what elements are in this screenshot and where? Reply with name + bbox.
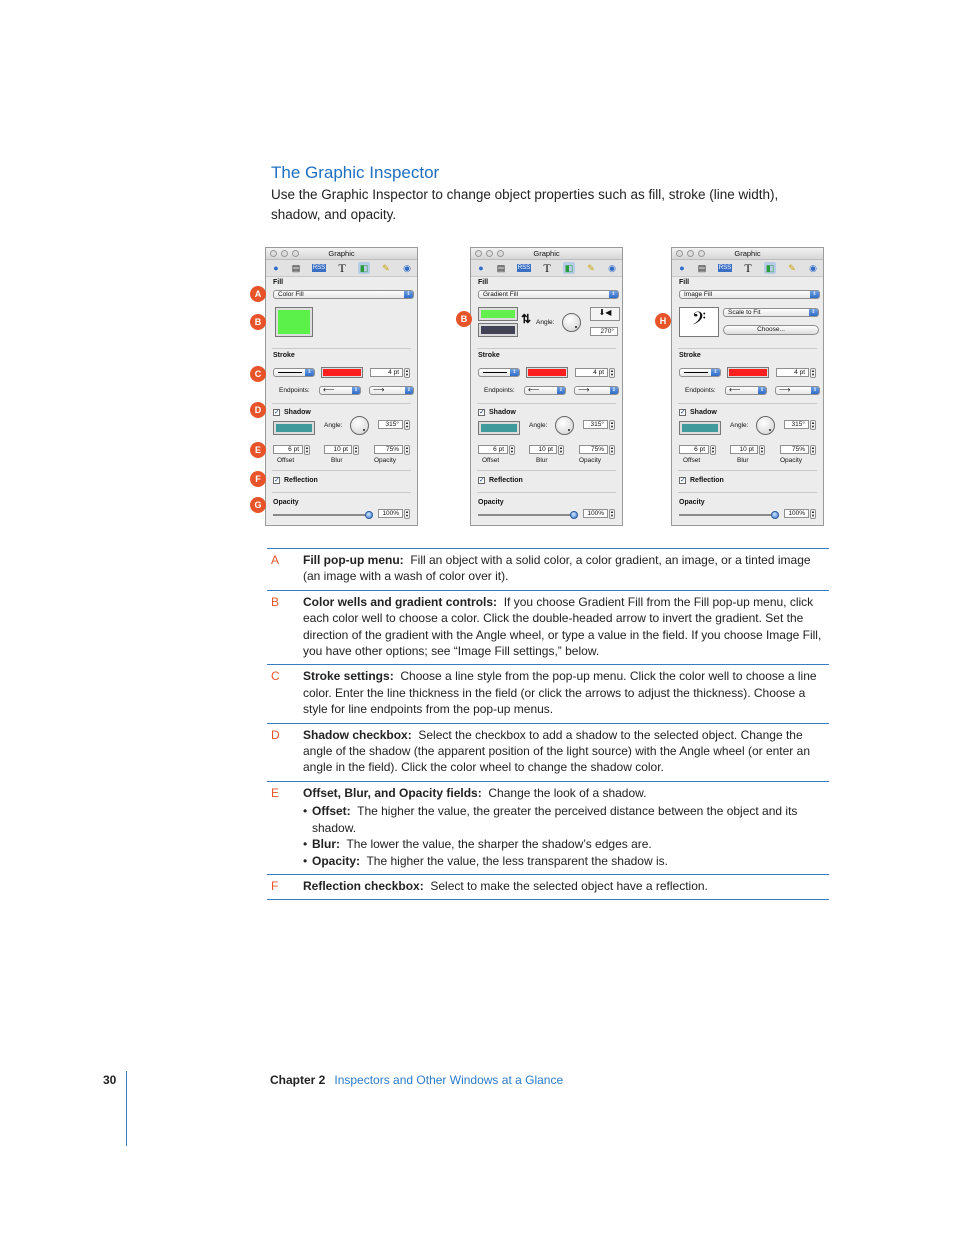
popup-arrows-icon: ⇕ [611,387,617,393]
callout-g: G [250,497,266,513]
shadow-opacity-label: Opacity [374,457,397,464]
table-row [267,724,829,782]
opacity-label: Opacity [273,499,299,506]
fill-label: Fill [273,279,284,286]
row-text: Select to make the selected object have a reflection. [430,878,708,893]
shadow-blur-stepper[interactable]: ▲ ▼ [559,445,563,454]
shadow-angle-label: Angle: [730,422,749,429]
row-text: Select the checkbox to add a shadow to the selected object. Change the angle of the shadow (the apparent position of the light source) with the Angle wheel (or enter an angle in the field). Click the color wheel to change the shadow color. [303,727,810,775]
start-endpoint-popup[interactable] [319,386,361,395]
opacity-slider-knob[interactable] [365,511,373,519]
callout-e: E [250,442,266,458]
shadow-color-swatch [276,424,312,432]
stroke-color-well[interactable] [321,367,363,378]
divider [678,470,817,471]
popup-arrows-icon: ⇕ [759,387,765,393]
shadow-color-well[interactable] [478,421,520,435]
shadow-opacity-stepper[interactable]: ▲ ▼ [610,445,614,454]
fill-type-value: Image Fill [684,291,713,298]
shadow-opacity-field[interactable]: 75% [374,445,403,454]
divider [477,403,616,404]
bullet-text: The higher the value, the less transparent the shadow is. [366,853,668,868]
end-endpoint-popup[interactable] [574,386,619,395]
graphic-inspector-color-fill [265,247,418,526]
endpoints-label: Endpoints: [685,387,716,394]
bass-clef-image-icon: 𝄢 [691,309,707,334]
titlebar [471,248,622,260]
invert-gradient-arrow-icon[interactable]: ⇅ [521,312,532,326]
row-text: Change the look of a shadow. [488,785,647,800]
stroke-width-stepper[interactable]: ▲ ▼ [811,368,815,377]
stroke-width-stepper[interactable]: ▲ ▼ [610,368,614,377]
bullet-term: Offset: [312,804,351,819]
callout-c: C [250,366,266,382]
right-arrow-endpoint-icon: ⟶ [779,385,791,394]
row-key: F [271,878,279,893]
line-style-popup[interactable] [273,368,315,377]
opacity-label: Opacity [478,499,504,506]
running-footer [270,1073,563,1087]
stroke-width-field[interactable]: 4 pt [370,368,403,377]
fill-label: Fill [478,279,489,286]
shadow-angle-wheel[interactable] [756,416,775,435]
offset-label: Offset [482,457,500,464]
gradient-color-2-swatch [481,326,515,334]
shadow-offset-field[interactable]: 6 pt [478,445,508,454]
table-row [267,875,829,900]
callout-b-gradient: B [456,311,472,327]
divider [678,492,817,493]
opacity-stepper[interactable]: ▲ ▼ [811,509,815,518]
popup-arrows-icon: ⇕ [809,309,818,316]
stroke-color-swatch [729,369,767,376]
popup-arrows-icon: ⇕ [305,369,314,376]
shadow-checkbox[interactable]: ✓ [479,409,485,416]
endpoints-label: Endpoints: [279,387,310,394]
popup-arrows-icon: ⇕ [510,369,519,376]
row-term: Shadow checkbox: [303,727,412,742]
metrics-inspector-icon[interactable]: ✎ [788,263,796,273]
left-arrow-endpoint-icon: ⟵ [729,385,741,394]
callout-f: F [250,471,266,487]
row-term: Color wells and gradient controls: [303,594,498,609]
shadow-blur-field[interactable]: 10 pt [730,445,758,454]
gradient-color-well-1[interactable] [478,307,518,321]
callout-h: H [655,313,671,329]
divider [272,492,411,493]
popup-arrows-icon: ⇕ [404,291,413,298]
divider [477,470,616,471]
row-key: A [271,553,280,567]
stroke-width-field[interactable]: 4 pt [776,368,809,377]
chapter-label: Chapter 2 [270,1073,326,1087]
row-key: D [271,727,280,742]
divider [272,403,411,404]
stroke-label: Stroke [478,352,500,359]
opacity-label: Opacity [679,499,705,506]
text-inspector-icon[interactable]: T [744,261,752,275]
reflection-checkbox[interactable]: ✓ [274,477,280,484]
bullet-text: The lower the value, the sharper the shadow’s edges are. [346,837,652,852]
divider [272,348,411,349]
popup-arrows-icon: ⇕ [406,387,412,393]
shadow-angle-stepper[interactable]: ▲ ▼ [811,420,815,429]
shadow-offset-stepper[interactable]: ▲ ▼ [305,445,309,454]
metrics-inspector-icon[interactable]: ✎ [587,263,595,273]
shadow-angle-field[interactable]: 315° [378,420,403,429]
layout-inspector-icon[interactable]: ▤ [697,263,707,273]
shadow-angle-wheel[interactable] [350,416,369,435]
callout-d: D [250,402,266,418]
row-term: Reflection checkbox: [303,878,424,893]
shadow-angle-wheel[interactable] [555,416,574,435]
shadow-offset-stepper[interactable]: ▲ ▼ [510,445,514,454]
shadow-opacity-stepper[interactable]: ▲ ▼ [405,445,409,454]
table-row [267,665,829,723]
reflection-label: Reflection [690,477,724,484]
opacity-slider-track[interactable] [478,514,574,516]
list-item [303,836,829,852]
image-fill-well[interactable] [679,307,719,337]
opacity-slider-track[interactable] [273,514,369,516]
bullet-term: Blur: [312,837,340,852]
callout-b: B [250,314,266,330]
section-title: The Graphic Inspector [271,163,440,182]
titlebar [672,248,823,260]
gradient-angle-wheel[interactable] [562,313,581,332]
image-scale-value: Scale to Fit [728,309,761,316]
offset-label: Offset [683,457,701,464]
fill-label: Fill [679,279,690,286]
bullet-list [303,803,829,869]
document-inspector-icon[interactable]: ● [273,263,279,273]
row-term: Offset, Blur, and Opacity fields: [303,785,482,800]
reflection-label: Reflection [284,477,318,484]
endpoints-label: Endpoints: [484,387,515,394]
text-inspector-icon[interactable]: T [338,261,346,275]
list-item [303,853,829,869]
list-item [303,803,829,836]
opacity-slider-knob[interactable] [570,511,578,519]
stroke-color-well[interactable] [526,367,568,378]
shadow-angle-label: Angle: [529,422,548,429]
shadow-checkbox[interactable]: ✓ [680,409,686,416]
stroke-width-stepper[interactable]: ▲ ▼ [405,368,409,377]
bullet-text: The higher the value, the greater the perceived distance between the object and its shadow. [312,804,798,835]
shadow-angle-field[interactable]: 315° [784,420,809,429]
shadow-offset-field[interactable]: 6 pt [273,445,303,454]
start-endpoint-popup[interactable] [725,386,767,395]
layout-inspector-icon[interactable]: ▤ [496,263,506,273]
graphic-inspector-image-fill [671,247,824,526]
popup-arrows-icon: ⇕ [711,369,720,376]
graphic-inspector-icon[interactable]: ◧ [564,263,574,273]
right-arrow-endpoint-icon: ⟶ [373,385,385,394]
fill-type-value: Color Fill [278,291,304,298]
fill-popup[interactable] [273,290,414,299]
bullet-term: Opacity: [312,853,361,868]
window-title: Graphic [734,249,761,258]
shadow-angle-field[interactable]: 315° [583,420,608,429]
shadow-checkbox[interactable]: ✓ [274,409,280,416]
rss-inspector-icon[interactable]: RSS [312,265,326,271]
line-style-preview [483,372,507,373]
choose-image-button[interactable]: Choose... [723,325,819,335]
shadow-opacity-stepper[interactable]: ▲ ▼ [811,445,815,454]
row-term: Fill pop-up menu: [303,553,404,567]
gradient-angle-label: Angle: [536,319,555,326]
link-inspector-icon[interactable]: ◉ [403,263,411,273]
row-term: Stroke settings: [303,669,394,684]
metrics-inspector-icon[interactable]: ✎ [382,263,390,273]
reflection-checkbox[interactable]: ✓ [680,477,686,484]
down-arrow-icon[interactable]: ⬇ [598,308,606,317]
opacity-slider-knob[interactable] [771,511,779,519]
gradient-color-1-swatch [481,310,515,318]
blur-label: Blur [737,457,749,464]
shadow-angle-stepper[interactable]: ▲ ▼ [405,420,409,429]
stroke-width-field[interactable]: 4 pt [575,368,608,377]
right-arrow-endpoint-icon: ⟶ [578,385,590,394]
text-inspector-icon[interactable]: T [543,261,551,275]
shadow-blur-stepper[interactable]: ▲ ▼ [760,445,764,454]
window-title: Graphic [328,249,355,258]
inspector-toolbar [672,260,823,277]
shadow-blur-field[interactable]: 10 pt [324,445,352,454]
gradient-angle-field[interactable]: 270° [590,327,618,336]
popup-arrows-icon: ⇕ [609,291,618,298]
reflection-checkbox[interactable]: ✓ [479,477,485,484]
inspector-toolbar [471,260,622,277]
page-number: 30 [103,1073,117,1087]
opacity-stepper[interactable]: ▲ ▼ [610,509,614,518]
stroke-color-well[interactable] [727,367,769,378]
divider [477,492,616,493]
callout-a: A [250,286,266,302]
shadow-opacity-field[interactable]: 75% [780,445,809,454]
popup-arrows-icon: ⇕ [353,387,359,393]
opacity-slider-track[interactable] [679,514,775,516]
layout-inspector-icon[interactable]: ▤ [291,263,301,273]
opacity-field[interactable]: 100% [583,509,608,518]
link-inspector-icon[interactable]: ◉ [809,263,817,273]
link-inspector-icon[interactable]: ◉ [608,263,616,273]
end-endpoint-popup[interactable] [775,386,820,395]
fill-type-value: Gradient Fill [483,291,519,298]
stroke-label: Stroke [679,352,701,359]
shadow-label: Shadow [690,409,717,416]
left-arrow-icon[interactable]: ◀ [605,308,612,317]
shadow-blur-field[interactable]: 10 pt [529,445,557,454]
row-text: Choose a line style from the pop-up menu. Click the color well to choose a line color. Enter the line thickness in the field (or click the arrows to adjust the thickness). Choose a style for line endpoints from the pop-up menus. [303,669,817,717]
graphic-inspector-icon[interactable]: ◧ [765,263,775,273]
shadow-color-swatch [682,424,718,432]
gradient-direction-buttons[interactable] [590,307,620,321]
gradient-color-well-2[interactable] [478,323,518,337]
document-inspector-icon[interactable]: ● [679,263,685,273]
table-row [267,782,829,875]
line-style-popup[interactable] [478,368,520,377]
footer-rule [126,1071,127,1146]
chapter-title: Inspectors and Other Windows at a Glance [334,1073,564,1087]
shadow-label: Shadow [284,409,311,416]
document-inspector-icon[interactable]: ● [478,263,484,273]
line-style-preview [278,372,302,373]
stroke-color-swatch [528,369,566,376]
divider [477,348,616,349]
row-key: E [271,785,280,800]
divider [678,348,817,349]
row-text: Fill an object with a solid color, a color gradient, an image, or a tinted image (an image with a wash of color over it). [303,553,811,584]
intro-paragraph: Use the Graphic Inspector to change object properties such as fill, stroke (line width), shadow, and opacity. [271,187,779,222]
left-arrow-endpoint-icon: ⟵ [323,385,335,394]
rss-inspector-icon[interactable]: RSS [718,265,732,271]
divider [678,403,817,404]
end-endpoint-popup[interactable] [369,386,414,395]
blur-label: Blur [536,457,548,464]
shadow-opacity-label: Opacity [780,457,803,464]
divider [272,470,411,471]
shadow-blur-stepper[interactable]: ▲ ▼ [354,445,358,454]
opacity-stepper[interactable]: ▲ ▼ [405,509,409,518]
rss-inspector-icon[interactable]: RSS [517,265,531,271]
popup-arrows-icon: ⇕ [810,291,819,298]
fill-popup[interactable] [679,290,820,299]
fill-color-well[interactable] [275,307,313,337]
shadow-color-well[interactable] [273,421,315,435]
fill-popup[interactable] [478,290,619,299]
image-scale-popup[interactable] [723,308,819,317]
shadow-opacity-label: Opacity [579,457,602,464]
window-title: Graphic [533,249,560,258]
offset-label: Offset [277,457,295,464]
shadow-color-swatch [481,424,517,432]
line-style-preview [684,372,708,373]
graphic-inspector-gradient-fill [470,247,623,526]
popup-arrows-icon: ⇕ [558,387,564,393]
shadow-label: Shadow [489,409,516,416]
row-text: If you choose Gradient Fill from the Fill pop-up menu, click each color well to choose a color. Click the double-headed arrow to invert the gradient. Set the direction of the gradient with the Angle wheel, or type a value in the field. If you choose Image Fill, you have other options; see “Image Fill settings,” below. [303,594,822,659]
shadow-angle-label: Angle: [324,422,343,429]
left-arrow-endpoint-icon: ⟵ [528,385,540,394]
reflection-label: Reflection [489,477,523,484]
opacity-field[interactable]: 100% [784,509,809,518]
blur-label: Blur [331,457,343,464]
opacity-field[interactable]: 100% [378,509,403,518]
popup-arrows-icon: ⇕ [812,387,818,393]
table-row [267,549,829,591]
fill-color-swatch [278,310,310,334]
shadow-offset-stepper[interactable]: ▲ ▼ [711,445,715,454]
start-endpoint-popup[interactable] [524,386,566,395]
stroke-color-swatch [323,369,361,376]
shadow-opacity-field[interactable]: 75% [579,445,608,454]
graphic-inspector-icon[interactable]: ◧ [359,263,369,273]
shadow-offset-field[interactable]: 6 pt [679,445,709,454]
stroke-label: Stroke [273,352,295,359]
line-style-popup[interactable] [679,368,721,377]
shadow-angle-stepper[interactable]: ▲ ▼ [610,420,614,429]
table-row [267,591,829,666]
titlebar [266,248,417,260]
inspector-toolbar [266,260,417,277]
row-key: C [271,669,280,684]
callout-description-table [267,548,829,900]
row-key: B [271,594,280,609]
shadow-color-well[interactable] [679,421,721,435]
